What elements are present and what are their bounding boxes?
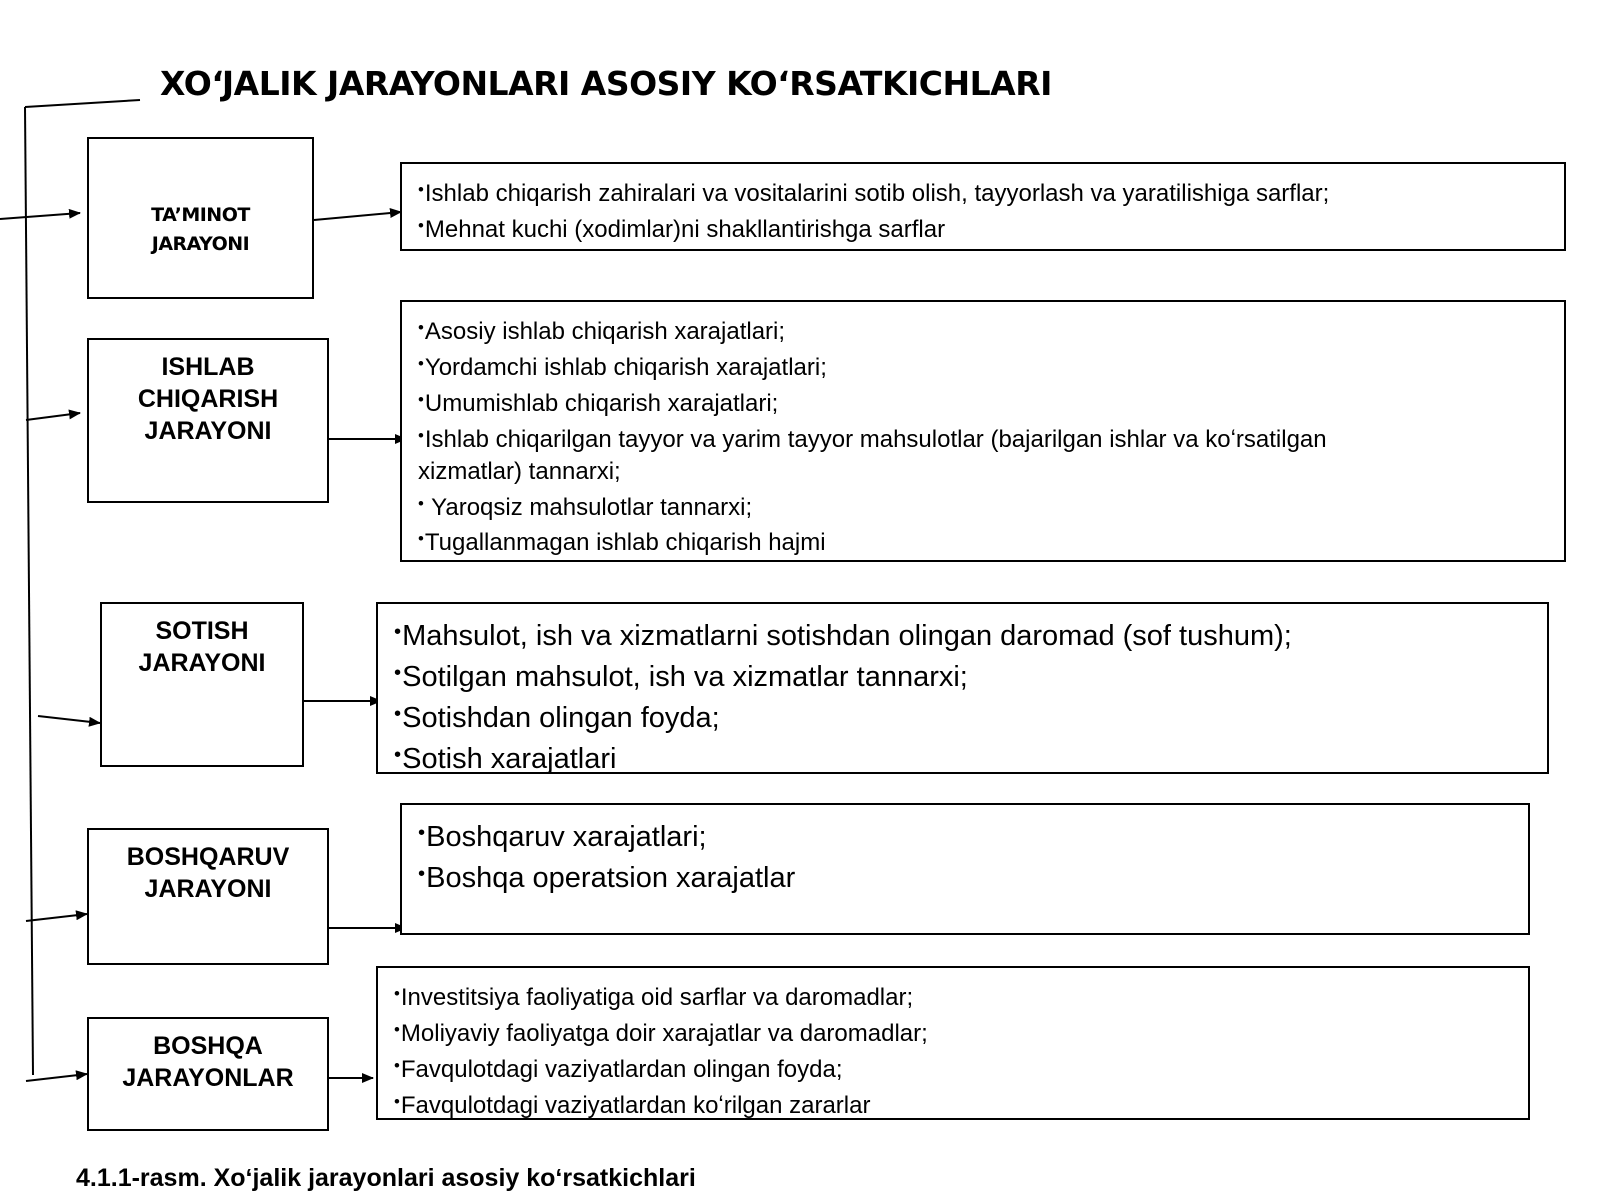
indicator-item: • Sotishdan olingan foyda; — [394, 696, 1531, 737]
arrow-to-boshqa — [26, 1074, 87, 1081]
process-label-line: SOTISH — [155, 617, 249, 645]
indicator-item: • Mahsulot, ish va xizmatlarni sotishdan olingan daromad (sof tushum); — [394, 614, 1531, 655]
arrow-to-boshqaruv — [26, 914, 87, 921]
figure-caption: 4.1.1-rasm. Xoʻjalik jarayonlari asosiy koʻrsatkichlari — [76, 1164, 696, 1192]
indicator-item: • Sotilgan mahsulot, ish va xizmatlar tannarxi; — [394, 655, 1531, 696]
indicator-item: • Umumishlab chiqarish xarajatlari; — [418, 384, 1424, 420]
diagram-title: XOʻJALIK JARAYONLARI ASOSIY KOʻRSATKICHLARI — [160, 64, 1052, 103]
process-label-line: JARAYONI — [144, 875, 272, 903]
indicator-box-boshqa — [376, 966, 1530, 1120]
indicator-box-ishlab-chiqarish — [400, 300, 1566, 562]
process-box-boshqaruv — [87, 828, 329, 965]
arrow-to-sotish — [38, 716, 100, 723]
indicator-item: • Moliyaviy faoliyatga doir xarajatlar va daromadlar; — [394, 1014, 1512, 1050]
indicator-item: • Ishlab chiqarilgan tayyor va yarim tayyor mahsulotlar (bajarilgan ishlar va koʻrsatilgan xizmatlar) tannarxi; — [418, 420, 1424, 488]
indicator-item: • Sotish xarajatlari — [394, 737, 1531, 778]
indicator-item: • Tugallanmagan ishlab chiqarish hajmi — [418, 523, 1424, 559]
indicator-item: • Yordamchi ishlab chiqarish xarajatlari; — [418, 348, 1424, 384]
process-label-line: ISHLAB — [161, 353, 255, 381]
indicator-item: • Favqulotdagi vaziyatlardan koʻrilgan zararlar — [394, 1086, 1512, 1122]
process-label-line: JARAYONI — [138, 649, 266, 677]
indicator-item: • Ishlab chiqarish zahiralari va vositalarini sotib olish, tayyorlash va yaratilishiga sarflar; — [418, 174, 1548, 210]
process-label-line: CHIQARISH — [137, 385, 279, 413]
arrow-to-ishlab — [26, 413, 80, 420]
left-spine — [25, 107, 33, 1075]
arrow-to-taminot — [0, 213, 80, 219]
process-box-sotish — [100, 602, 304, 767]
indicator-item: • Boshqaruv xarajatlari; — [418, 815, 1512, 856]
indicator-item: • Boshqa operatsion xarajatlar — [418, 856, 1512, 897]
process-label-line: JARAYONI — [151, 233, 250, 255]
indicator-item: • Yaroqsiz mahsulotlar tannarxi; — [418, 488, 1424, 524]
process-box-taminot — [87, 137, 314, 299]
indicator-item: • Asosiy ishlab chiqarish xarajatlari; — [418, 312, 1424, 348]
indicator-box-boshqaruv — [400, 803, 1530, 935]
process-label-line: TA’MINOT — [151, 204, 250, 226]
process-label-line: BOSHQARUV — [126, 843, 290, 871]
arrow-taminot-items — [314, 212, 401, 220]
process-box-ishlab-chiqarish — [87, 338, 329, 503]
process-label-line: BOSHQA — [153, 1032, 263, 1060]
indicator-box-taminot — [400, 162, 1566, 251]
process-label-line: JARAYONLAR — [122, 1064, 294, 1092]
indicator-box-sotish — [376, 602, 1549, 774]
process-box-boshqa — [87, 1017, 329, 1131]
header-line — [25, 100, 140, 107]
process-label-line: JARAYONI — [144, 417, 272, 445]
indicator-item: • Favqulotdagi vaziyatlardan olingan foyda; — [394, 1050, 1512, 1086]
indicator-item: • Mehnat kuchi (xodimlar)ni shakllantirishga sarflar — [418, 210, 1548, 246]
indicator-item: • Investitsiya faoliyatiga oid sarflar va daromadlar; — [394, 978, 1512, 1014]
